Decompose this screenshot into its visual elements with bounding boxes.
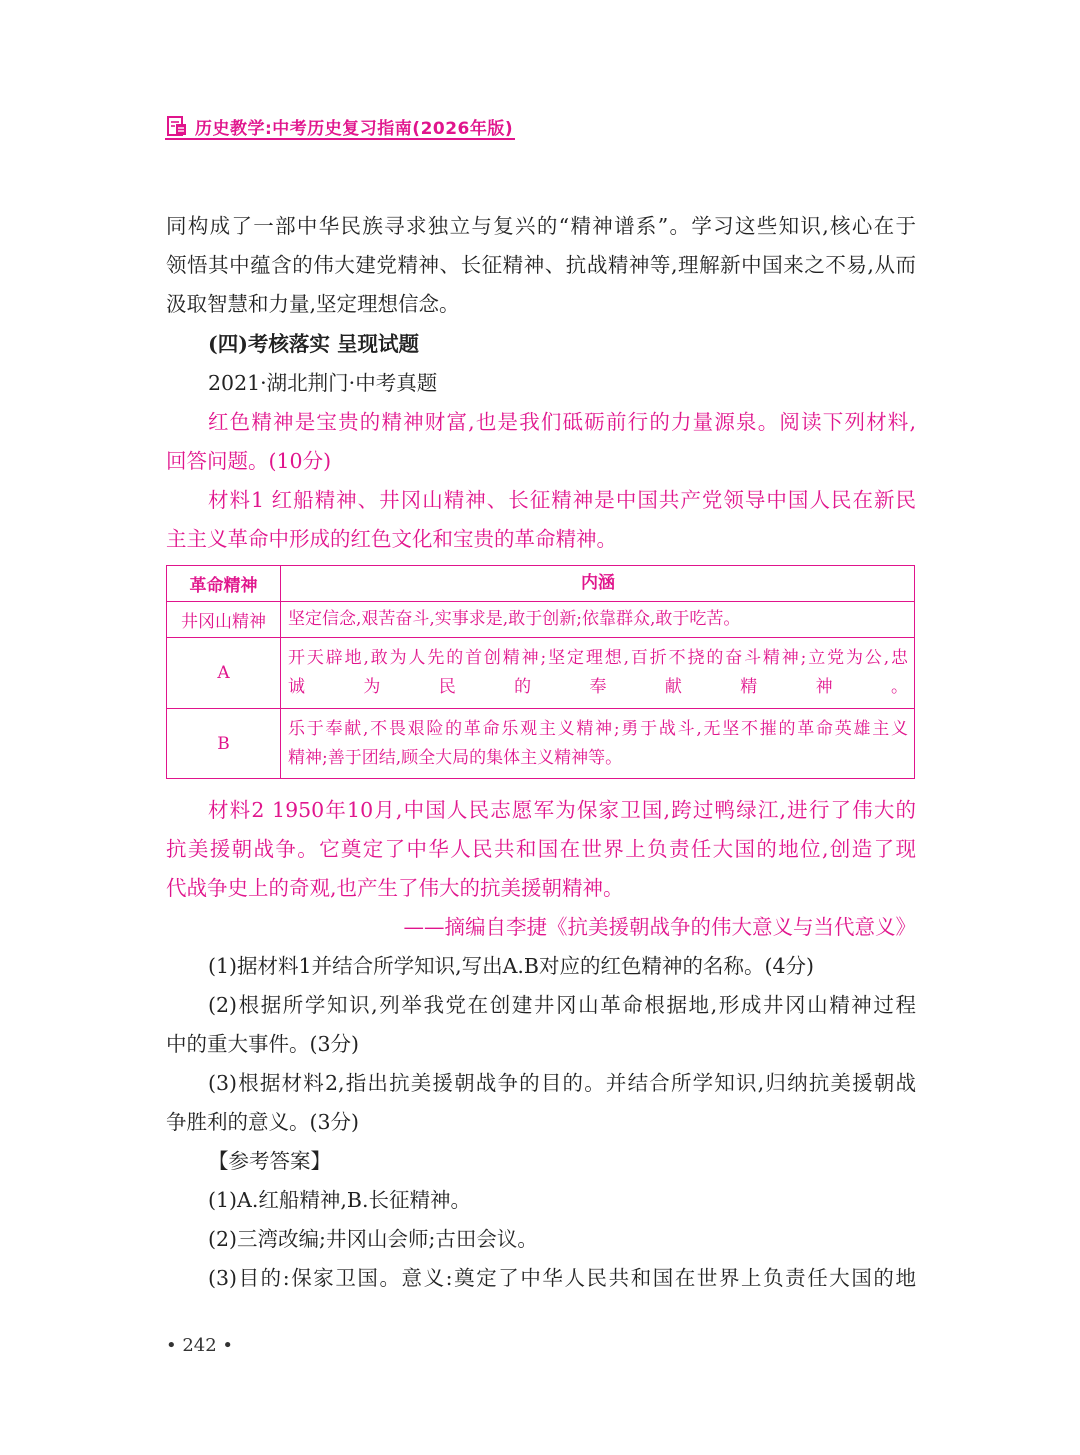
section-heading: (四)考核落实 呈现试题 — [208, 332, 420, 356]
answer-heading: 【参考答案】 — [208, 1149, 331, 1173]
question-intro-line: 回答问题。(10分) — [166, 449, 332, 473]
table-cell-content — [281, 709, 914, 778]
table-cell-name: B — [167, 709, 281, 778]
question-intro-line: 红色精神是宝贵的精神财富,也是我们砥砺前行的力量源泉。阅读下列材料, — [208, 410, 916, 434]
table-header-cell: 内涵 — [581, 573, 615, 593]
table-cell-content — [281, 602, 914, 637]
question-line: 争胜利的意义。(3分) — [166, 1110, 360, 1134]
table-cell-line: 开天辟地,敢为人先的首创精神;坚定理想,百折不挠的奋斗精神;立党为公,忠 — [288, 648, 908, 668]
table-cell-name: 井冈山精神 — [167, 602, 281, 637]
exam-source: 2021·湖北荆门·中考真题 — [208, 371, 438, 395]
material2-line: 抗美援朝战争。它奠定了中华人民共和国在世界上负责任大国的地位,创造了现 — [166, 837, 916, 861]
table-cell-content — [281, 638, 914, 708]
table-header-row — [167, 566, 914, 601]
answer-line: (3)目的:保家卫国。意义:奠定了中华人民共和国在世界上负责任大国的地 — [208, 1266, 916, 1290]
material1-line: 材料1 红船精神、井冈山精神、长征精神是中国共产党领导中国人民在新民 — [208, 488, 916, 512]
table-cell-line: 诚为民的奉献精神。 — [288, 677, 908, 697]
table-cell-line: 精神;善于团结,顾全大局的集体主义精神等。 — [288, 747, 623, 768]
answer-line: (2)三湾改编;井冈山会师;古田会议。 — [208, 1227, 538, 1251]
header-divider — [165, 138, 515, 140]
table-cell-name: A — [167, 638, 281, 708]
table-cell-line: 乐于奉献,不畏艰险的革命乐观主义精神;勇于战斗,无坚不摧的革命英雄主义 — [288, 718, 908, 739]
question-line: (1)据材料1并结合所学知识,写出A.B对应的红色精神的名称。(4分) — [208, 954, 815, 978]
source-note: ——摘编自李捷《抗美援朝战争的伟大意义与当代意义》 — [403, 915, 916, 939]
table-cell-line: 坚定信念,艰苦奋斗,实事求是,敢于创新;依靠群众,敢于吃苦。 — [288, 609, 741, 629]
intro-line: 领悟其中蕴含的伟大建党精神、长征精神、抗战精神等,理解新中国来之不易,从而 — [166, 253, 916, 277]
question-line: 中的重大事件。(3分) — [166, 1032, 360, 1056]
table-row — [167, 601, 914, 637]
intro-line: 汲取智慧和力量,坚定理想信念。 — [166, 292, 460, 316]
book-title: 历史教学:中考历史复习指南(2026年版) — [195, 118, 514, 139]
question-line: (2)根据所学知识,列举我党在创建井冈山革命根据地,形成井冈山精神过程 — [208, 993, 916, 1017]
intro-line: 同构成了一部中华民族寻求独立与复兴的“精神谱系”。学习这些知识,核心在于 — [166, 214, 916, 238]
book-icon — [165, 114, 189, 138]
table-row — [167, 708, 914, 778]
material2-line: 代战争史上的奇观,也产生了伟大的抗美援朝精神。 — [166, 876, 624, 900]
spirit-table — [166, 565, 915, 779]
table-row — [167, 637, 914, 708]
material1-line: 主主义革命中形成的红色文化和宝贵的革命精神。 — [166, 527, 617, 551]
page-number: • 242 • — [166, 1335, 234, 1356]
running-header — [165, 112, 513, 140]
table-header-cell: 革命精神 — [167, 566, 281, 601]
answer-line: (1)A.红船精神,B.长征精神。 — [208, 1188, 471, 1212]
question-line: (3)根据材料2,指出抗美援朝战争的目的。并结合所学知识,归纳抗美援朝战 — [208, 1071, 916, 1095]
material2-line: 材料2 1950年10月,中国人民志愿军为保家卫国,跨过鸭绿江,进行了伟大的 — [208, 798, 916, 822]
